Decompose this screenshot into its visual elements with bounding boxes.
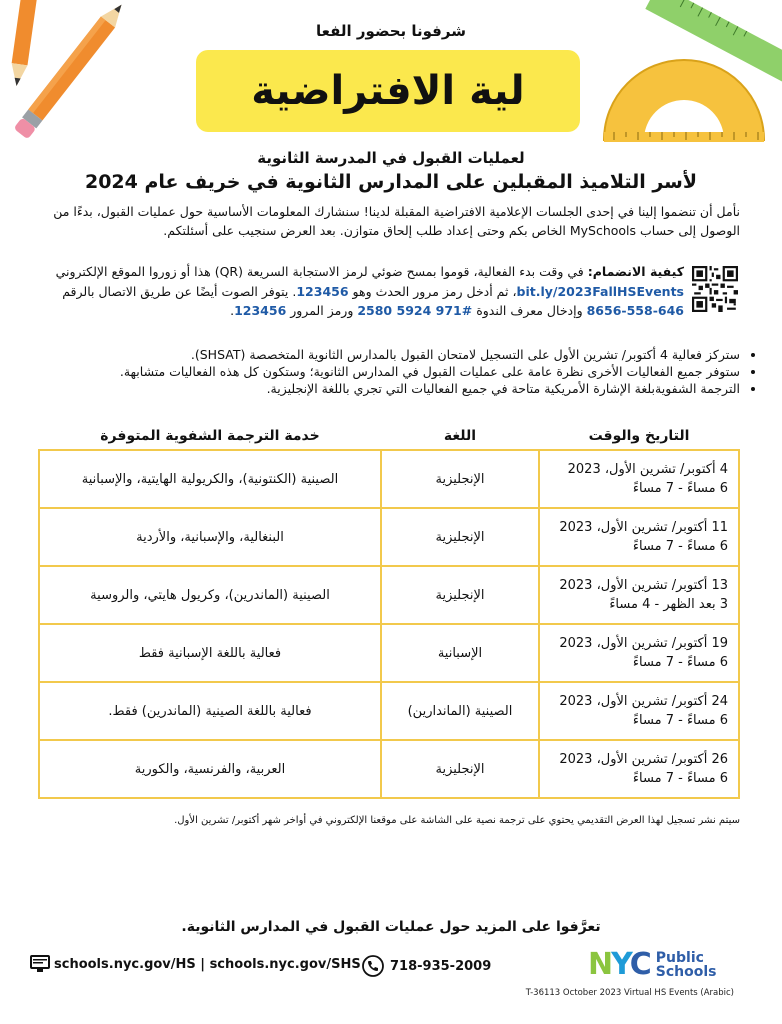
list-item: • ستوفر جميع الفعاليات الأخرى نظرة عامة على عمليات القبول في المدارس الثانوية؛ وستكون كل هذه الفعاليات متشابهة. <box>40 363 740 380</box>
event-language: الإنجليزية <box>381 508 539 566</box>
join-text-1: في وقت بدء الفعالية، قوموا بمسح ضوئي لرمز الاستجابة السريعة (QR) هذا أو زوروا الموقع الإلكتروني <box>55 264 588 279</box>
phone-icon <box>362 955 384 977</box>
event-date: 19 أكتوبر/ تشرين الأول، 2023 <box>559 636 728 651</box>
event-interpretation: البنغالية، والإسبانية، والأردية <box>39 508 381 566</box>
column-header-language: اللغة <box>443 428 477 444</box>
event-date-cell <box>539 740 739 798</box>
phone-number[interactable]: 718-935-2009 <box>390 958 492 974</box>
header-kicker: شرفونا بحضور الفعا <box>316 22 466 40</box>
event-language: الإسبانية <box>381 624 539 682</box>
monitor-icon <box>30 955 50 973</box>
table-row <box>39 450 739 508</box>
logo-text: Public Schools <box>655 949 717 980</box>
event-time: 6 مساءً - 7 مساءً <box>632 655 728 670</box>
event-time: 6 مساءً - 7 مساءً <box>632 539 728 554</box>
event-date-cell <box>539 624 739 682</box>
event-time: 6 مساءً - 7 مساءً <box>632 771 728 786</box>
recording-note: سيتم نشر تسجيل لهذا العرض التقديمي يحتوي على ترجمة نصية على الشاشة على موقعنا الإلكتروني في أواخر شهر أكتوبر/ تشرين الأول. <box>174 815 740 826</box>
event-interpretation: فعالية باللغة الإسبانية فقط <box>39 624 381 682</box>
event-date-cell <box>539 450 739 508</box>
webinar-id: #971 5924 2580 <box>357 303 473 318</box>
table-row <box>39 624 739 682</box>
footer-websites <box>30 955 361 973</box>
event-date: 11 أكتوبر/ تشرين الأول، 2023 <box>559 520 728 535</box>
event-date: 24 أكتوبر/ تشرين الأول، 2023 <box>559 694 728 709</box>
logo-nyc-letters: NYC <box>588 947 650 982</box>
join-label: كيفية الانضمام: <box>587 264 684 279</box>
events-table <box>38 449 740 799</box>
dial-in-phone[interactable]: 646-558-8656 <box>586 303 684 318</box>
event-language: الصينية (الماندارين) <box>381 682 539 740</box>
event-date-cell <box>539 566 739 624</box>
subtitle-admissions: لعمليات القبول في المدرسة الثانوية <box>257 149 525 167</box>
column-header-date: التاريخ والوقت <box>588 428 690 444</box>
list-item: • ستركز فعالية 4 أكتوبر/ تشرين الأول على التسجيل لامتحان القبول بالمدارس الثانوية المتخصصة (SHSAT). <box>40 346 740 363</box>
event-date-cell <box>539 682 739 740</box>
event-time: 3 بعد الظهر - 4 مساءً <box>609 597 728 612</box>
dial-in-passcode: 123456 <box>234 303 287 318</box>
learn-more-heading: تعرَّفوا على المزيد حول عمليات القبول في المدارس الثانوية. <box>181 919 601 935</box>
event-time: 6 مساءً - 7 مساءً <box>632 713 728 728</box>
join-text-2: ، ثم أدخل رمز مرور الحدث وهو <box>348 283 517 299</box>
join-end: . <box>230 303 235 318</box>
event-date-cell <box>539 508 739 566</box>
event-notes-list <box>40 346 756 397</box>
nyc-public-schools-logo <box>588 947 717 982</box>
intro-paragraph: نأمل أن تنضموا إلينا في إحدى الجلسات الإعلامية الافتراضية المقبلة لدينا! سنشارك المعلومات الأساسية حول عمليات القبول، بدءًا من الوصول إلى حساب MySchools الخاص بكم وحتى إعداد طلب إلحاق متوازن. بعد العرض سنجيب على أسئلتكم. <box>53 204 740 238</box>
list-item: • الترجمة الشفويةبلغة الإشارة الأمريكية متاحة في جميع الفعاليات التي تجري باللغة الإنجليزية. <box>40 380 740 397</box>
event-interpretation: الصينية (الماندرين)، وكريول هايتي، والروسية <box>39 566 381 624</box>
qr-code-icon[interactable] <box>692 266 738 312</box>
table-row <box>39 682 739 740</box>
column-header-interpretation: خدمة الترجمة الشفوية المتوفرة <box>100 428 320 444</box>
event-date: 26 أكتوبر/ تشرين الأول، 2023 <box>559 752 728 767</box>
join-text-5: ورمز المرور <box>286 303 358 318</box>
event-language: الإنجليزية <box>381 566 539 624</box>
join-instructions <box>40 262 684 321</box>
event-url-link[interactable]: bit.ly/2023FallHSEvents <box>516 283 684 299</box>
event-language: الإنجليزية <box>381 450 539 508</box>
event-interpretation: فعالية باللغة الصينية (الماندرين) فقط. <box>39 682 381 740</box>
event-date: 13 أكتوبر/ تشرين الأول، 2023 <box>559 578 728 593</box>
protractor-icon <box>600 40 768 148</box>
table-row <box>39 508 739 566</box>
event-date: 4 أكتوبر/ تشرين الأول، 2023 <box>567 462 728 477</box>
event-passcode: 123456 <box>296 283 349 299</box>
event-language: الإنجليزية <box>381 740 539 798</box>
event-interpretation: العربية، والفرنسية، والكورية <box>39 740 381 798</box>
document-code: T-36113 October 2023 Virtual HS Events (Arabic) <box>525 988 734 998</box>
table-row <box>39 566 739 624</box>
join-text-3: . يتوفر الصوت أيضًا عن طريق الاتصال بالرقم <box>62 283 297 299</box>
page-title: لية الافتراضية <box>251 68 525 114</box>
event-time: 6 مساءً - 7 مساءً <box>632 481 728 496</box>
event-interpretation: الصينية (الكنتونية)، والكريولية الهايتية، والإسبانية <box>39 450 381 508</box>
title-banner <box>196 50 580 132</box>
subtitle-families: لأسر التلاميذ المقبلين على المدارس الثانوية في خريف عام 2024 <box>84 171 698 193</box>
join-text-4: وإدخال معرف الندوة <box>472 303 587 318</box>
table-row <box>39 740 739 798</box>
footer-phone <box>362 955 491 977</box>
website-links[interactable]: schools.nyc.gov/HS | schools.nyc.gov/SHS <box>54 956 361 972</box>
